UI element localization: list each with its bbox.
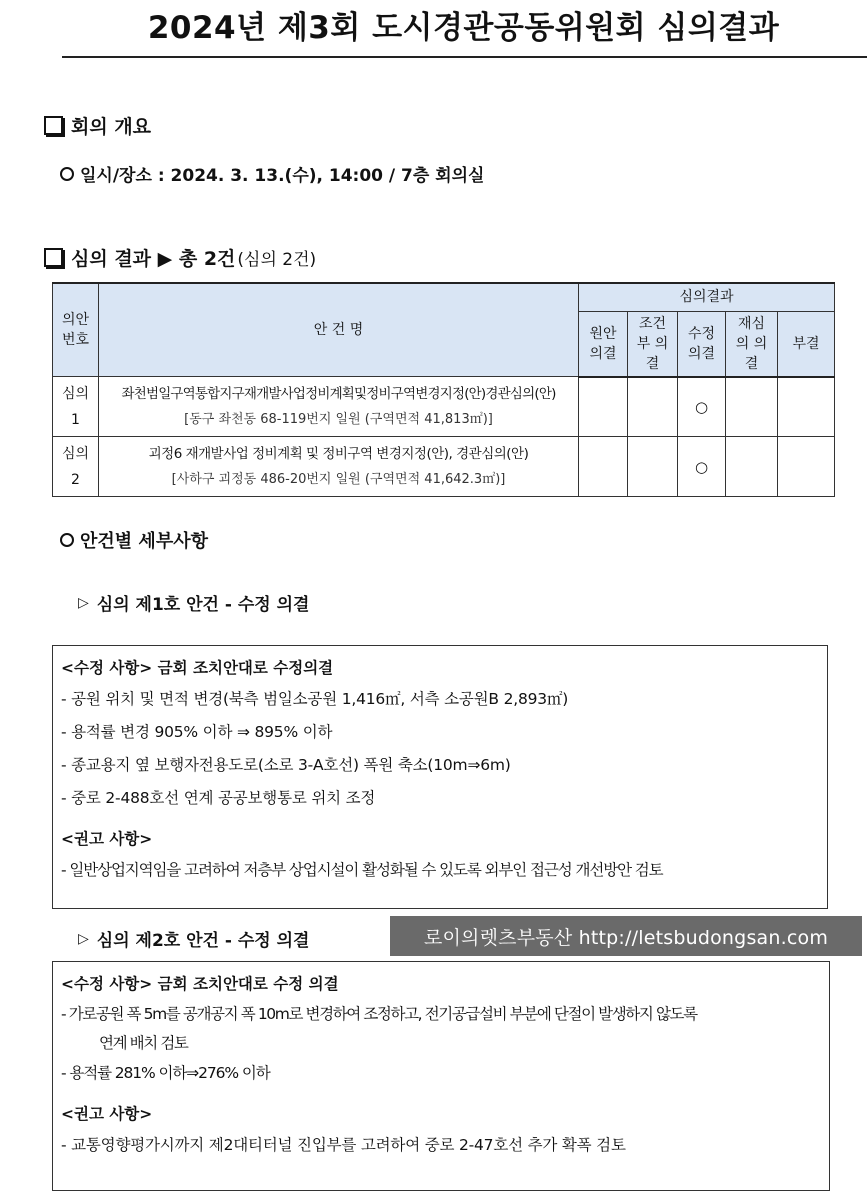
circle-bullet-icon <box>60 533 74 547</box>
circle-bullet-icon <box>60 167 74 181</box>
item1-advice-list <box>61 854 819 887</box>
list-item: - 공원 위치 및 면적 변경(북측 범일소공원 1,416㎡, 서측 소공원B 2,893㎡) <box>61 690 569 708</box>
row-mark <box>726 377 778 437</box>
item2-detail-box <box>52 961 830 1191</box>
row-agenda-name: 괴정6 재개발사업 정비계획 및 정비구역 변경지정(안), 경관심의(안) <box>148 445 529 462</box>
open-triangle-icon: ▷ <box>78 930 89 947</box>
row-mark <box>579 437 628 497</box>
item1-advice-head: <권고 사항> <box>61 830 153 848</box>
details-heading <box>60 527 208 553</box>
item1-detail-box <box>52 645 828 909</box>
overview-heading-text: 회의 개요 <box>71 116 152 138</box>
row-mark <box>778 377 835 437</box>
item2-revision-list <box>61 999 821 1090</box>
watermark-banner: 로이의렛츠부동산 http://letsbudongsan.com <box>390 916 862 956</box>
item1-revision-head: <수정 사항> 금회 조치안대로 수정의결 <box>61 659 334 677</box>
row-agenda <box>99 377 579 437</box>
list-item <box>61 999 821 1057</box>
list-item: - 일반상업지역임을 고려하여 저층부 상업시설이 활성화될 수 있도록 외부인 접근성 개선방안 검토 <box>61 861 663 879</box>
list-item: - 중로 2-488호선 연계 공공보행통로 위치 조정 <box>61 789 376 807</box>
table-row <box>53 377 835 437</box>
item2-heading-text: 심의 제2호 안건 - 수정 의결 <box>96 931 310 951</box>
row-agenda <box>99 437 579 497</box>
col-name-header: 안 건 명 <box>99 283 579 377</box>
page-title: 2024년 제3회 도시경관공동위원회 심의결과 <box>147 10 780 46</box>
col-result-header: 원안 의결 <box>579 311 628 377</box>
list-item: - 용적률 281% 이하⇒276% 이하 <box>61 1064 270 1082</box>
item1-heading <box>78 590 309 615</box>
item2-advice-list <box>61 1129 821 1162</box>
results-heading-text: 심의 결과 ▶ 총 2건 <box>71 248 236 270</box>
row-mark <box>726 437 778 497</box>
row-no: 심의 1 <box>53 377 99 437</box>
list-item: - 종교용지 옆 보행자전용도로(소로 3-A호선) 폭원 축소(10m⇒6m) <box>61 756 511 774</box>
row-mark: ○ <box>678 377 726 437</box>
results-heading <box>44 244 316 271</box>
col-result-header: 조건부 의결 <box>628 311 678 377</box>
checkbox-square-icon <box>44 116 63 135</box>
overview-heading <box>44 112 151 139</box>
row-mark: ○ <box>678 437 726 497</box>
list-item-continuation: 연계 배치 검토 <box>99 1034 188 1052</box>
col-result-header: 부결 <box>778 311 835 377</box>
checkbox-square-icon <box>44 248 63 267</box>
list-item-text: - 가로공원 폭 5m를 공개공지 폭 10m로 변경하여 조정하고, 전기공급설비 부분에 단절이 발생하지 않도록 <box>61 1005 697 1023</box>
results-table <box>52 282 835 497</box>
overview-datetime-text: 일시/장소 : 2024. 3. 13.(수), 14:00 / 7층 회의실 <box>80 166 485 186</box>
row-agenda-location: [동구 좌천동 68-119번지 일원 (구역면적 41,813㎡)] <box>184 411 493 427</box>
title-divider <box>62 56 867 58</box>
item2-advice-head: <권고 사항> <box>61 1105 153 1123</box>
col-result-header: 수정 의결 <box>678 311 726 377</box>
row-mark <box>628 377 678 437</box>
details-heading-text: 안건별 세부사항 <box>80 531 208 552</box>
open-triangle-icon: ▷ <box>78 594 89 611</box>
overview-datetime <box>60 161 484 186</box>
item2-revision-head: <수정 사항> 금회 조치안대로 수정 의결 <box>61 975 339 993</box>
row-no: 심의 2 <box>53 437 99 497</box>
item1-heading-text: 심의 제1호 안건 - 수정 의결 <box>96 595 310 615</box>
col-result-header: 재심의 의결 <box>726 311 778 377</box>
col-no-header: 의안 번호 <box>53 283 99 377</box>
row-mark <box>628 437 678 497</box>
row-mark <box>778 437 835 497</box>
row-agenda-name: 좌천범일구역통합지구재개발사업정비계획및정비구역변경지정(안)경관심의(안) <box>121 385 556 402</box>
list-item: - 용적률 변경 905% 이하 ⇒ 895% 이하 <box>61 723 333 741</box>
results-heading-sub: (심의 2건) <box>237 250 317 270</box>
list-item: - 교통영향평가시까지 제2대티터널 진입부를 고려하여 중로 2-47호선 추가 확폭 검토 <box>61 1136 626 1154</box>
item1-revision-list <box>61 683 819 815</box>
row-mark <box>579 377 628 437</box>
col-group-header: 심의결과 <box>579 283 835 311</box>
table-row <box>53 437 835 497</box>
item2-heading <box>78 926 309 951</box>
row-agenda-location: [사하구 괴정동 486-20번지 일원 (구역면적 41,642.3㎡)] <box>171 471 506 487</box>
